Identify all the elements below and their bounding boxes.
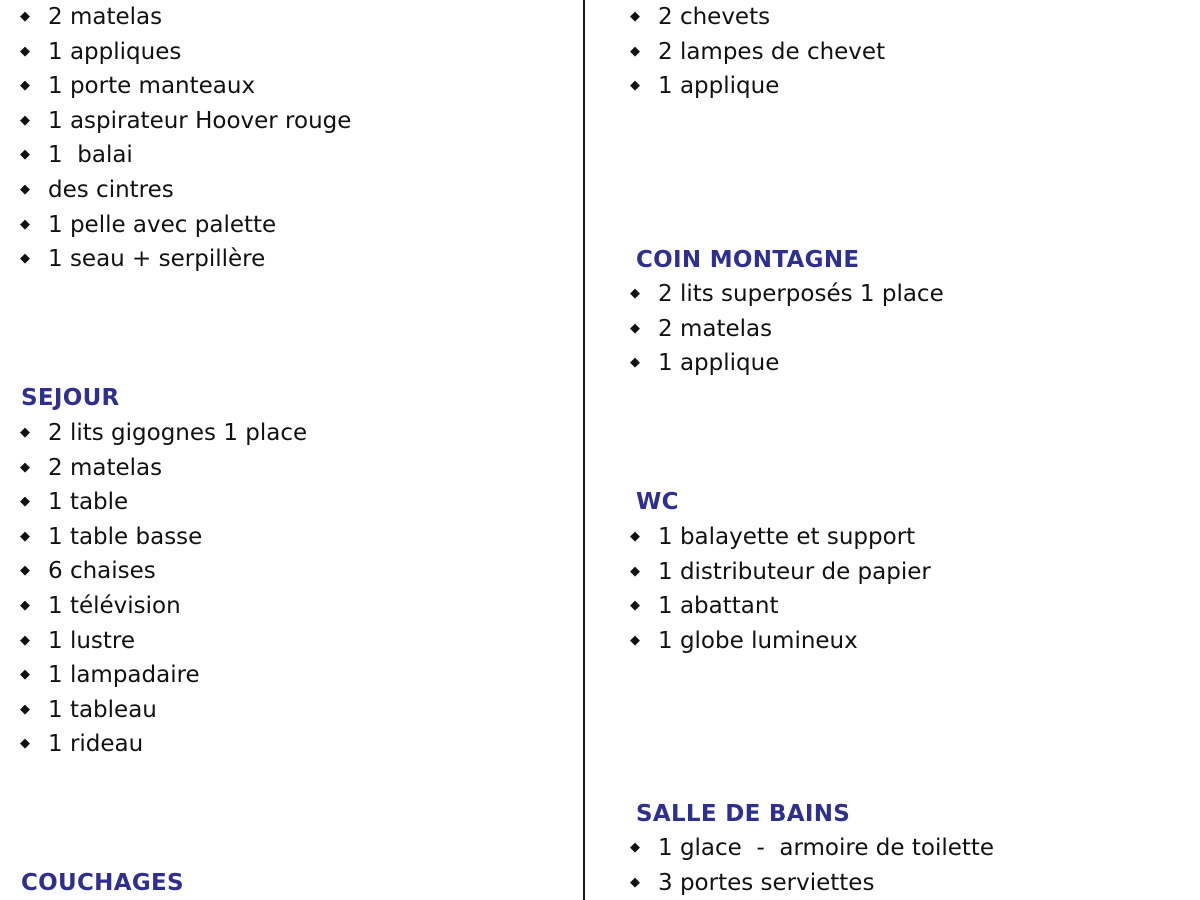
section-heading-salle-de-bains: SALLE DE BAINS [636, 801, 851, 827]
diamond-bullet-icon: ◆ [630, 355, 640, 371]
diamond-bullet-icon: ◆ [20, 147, 30, 163]
diamond-bullet-icon: ◆ [20, 598, 30, 613]
diamond-bullet-icon: ◆ [20, 78, 30, 94]
diamond-bullet-icon: ◆ [630, 286, 640, 301]
diamond-bullet-icon: ◆ [20, 632, 30, 648]
diamond-bullet-icon: ◆ [20, 425, 30, 440]
diamond-bullet-icon: ◆ [20, 736, 30, 752]
diamond-bullet-icon: ◆ [20, 43, 30, 59]
diamond-bullet-icon: ◆ [630, 9, 640, 24]
diamond-bullet-icon: ◆ [20, 9, 30, 24]
diamond-bullet-icon: ◆ [20, 216, 30, 232]
diamond-bullet-icon: ◆ [20, 182, 30, 197]
section-heading-couchages: COUCHAGES [21, 870, 184, 896]
diamond-bullet-icon: ◆ [630, 320, 640, 336]
diamond-bullet-icon: ◆ [20, 667, 30, 683]
section-heading-sejour: SEJOUR [21, 385, 120, 411]
diamond-bullet-icon: ◆ [20, 494, 30, 510]
diamond-bullet-icon: ◆ [20, 112, 30, 128]
section-heading-coin-montagne: COIN MONTAGNE [636, 247, 860, 273]
section-heading-wc: WC [636, 489, 679, 515]
diamond-bullet-icon: ◆ [630, 529, 640, 544]
diamond-bullet-icon: ◆ [20, 701, 30, 717]
diamond-bullet-icon: ◆ [630, 598, 640, 614]
diamond-bullet-icon: ◆ [630, 563, 640, 579]
diamond-bullet-icon: ◆ [20, 528, 30, 544]
diamond-bullet-icon: ◆ [630, 43, 640, 59]
diamond-bullet-icon: ◆ [20, 459, 30, 475]
diamond-bullet-icon: ◆ [20, 251, 30, 267]
diamond-bullet-icon: ◆ [20, 563, 30, 579]
diamond-bullet-icon: ◆ [630, 78, 640, 94]
diamond-bullet-icon: ◆ [630, 874, 640, 890]
diamond-bullet-icon: ◆ [630, 632, 640, 648]
diamond-bullet-icon: ◆ [630, 840, 640, 855]
column-divider [583, 0, 585, 900]
